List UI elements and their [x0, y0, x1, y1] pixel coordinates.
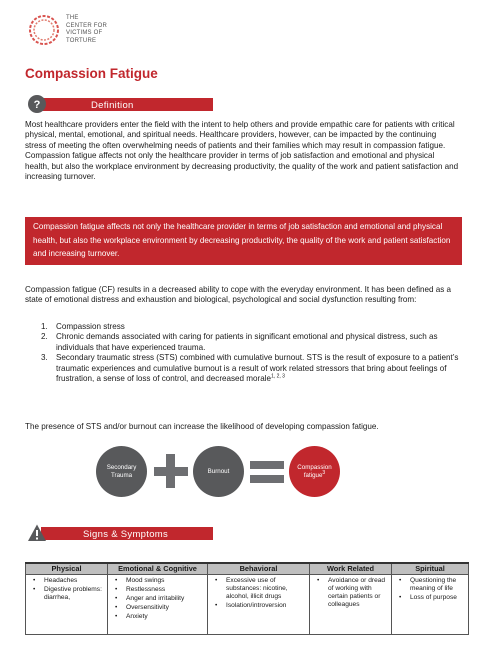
circle-label: Compassion fatigue$^3$ — [297, 464, 332, 479]
table-cell — [392, 574, 469, 634]
list-number: 3. — [41, 353, 48, 363]
logo-line: CENTER FOR — [66, 22, 107, 29]
page-title: Compassion Fatigue — [25, 66, 158, 81]
list-item — [41, 353, 461, 384]
table-header-row — [26, 563, 469, 574]
secondary-trauma-circle — [96, 446, 147, 497]
warning-icon — [27, 523, 47, 543]
table-row — [26, 574, 469, 634]
question-icon — [27, 94, 47, 114]
column-header-emotional: Emotional & Cognitive — [108, 563, 208, 574]
cf-causes-list — [41, 322, 461, 384]
cvt-logo — [26, 12, 146, 52]
symptom-item: • Anxiety — [111, 613, 204, 621]
symptom-item: • Oversensitivity — [111, 604, 204, 612]
logo-line: THE — [66, 15, 79, 21]
section-label: Definition — [91, 99, 134, 111]
cf-definition-paragraph: Compassion fatigue (CF) results in a decreased ability to cope with the everyday environment. It has been defined as a state of emotional distress and exhaustion and biological, psychological and social dysfunction resulting from: — [25, 285, 452, 305]
list-number: 2. — [41, 332, 48, 342]
symptom-item: • Avoidance or dread of working with certain patients or colleagues — [313, 577, 388, 610]
list-item — [41, 322, 461, 332]
symptom-item: • Restlessness — [111, 586, 204, 594]
list-text: Chronic demands associated with caring for patients in significant emotional and physical distress, such as individuals that have experienced trauma. — [56, 332, 438, 352]
symptom-item: • Headaches — [29, 577, 104, 585]
column-header-spiritual: Spiritual — [392, 563, 469, 574]
symptom-item: • Digestive problems: diarrhea, — [29, 586, 104, 602]
definition-section-header — [27, 96, 213, 112]
plus-icon — [154, 454, 188, 488]
table-cell — [310, 574, 392, 634]
logo-line: TORTURE — [66, 37, 97, 44]
equals-icon — [250, 458, 284, 486]
list-number: 1. — [41, 322, 48, 331]
column-header-physical: Physical — [26, 563, 108, 574]
table-cell — [26, 574, 108, 634]
symptoms-table — [25, 562, 469, 635]
symptom-item: • Mood swings — [111, 577, 204, 585]
cf-equation-graphic — [96, 446, 356, 498]
section-label: Signs & Symptoms — [83, 528, 169, 540]
table-cell — [108, 574, 208, 634]
burnout-circle — [193, 446, 244, 497]
column-header-work-related: Work Related — [310, 563, 392, 574]
circle-label: Secondary Trauma — [106, 464, 137, 479]
citation-superscript: 1, 2, 3 — [271, 373, 285, 380]
logo-line: VICTIMS OF — [66, 30, 103, 37]
signs-section-header — [27, 525, 213, 541]
symptom-item: • Excessive use of substances: nicotine, alcohol, illicit drugs — [211, 577, 306, 602]
list-text: Secondary traumatic stress (STS) combined with cumulative burnout. STS is the result of exposure to a patient’s traumatic experiences and cumulative burnout is a result of work related stressors that bring about feelings of frustration, a sense of loss of control, and decreased morale — [56, 353, 459, 384]
circle-label: Burnout — [207, 467, 230, 475]
symptom-item: • Anger and irritability — [111, 595, 204, 603]
list-item — [41, 332, 461, 353]
logo-ring-icon — [26, 12, 62, 48]
column-header-behavioral: Behavioral — [208, 563, 310, 574]
table-cell — [208, 574, 310, 634]
svg-text:?: ? — [33, 99, 41, 111]
intro-paragraph: Most healthcare providers enter the field with the intent to help others and provide empathic care for patients with critical physical, mental, emotional, and spiritual needs. Healthcare providers, however, can be impacted by the continuing stress of meeting the often overwhelming needs of patients and their families which may result in compassion fatigue. Compassion fatigue affects not only the healthcare provider in terms of job satisfaction and emotional and physical health, but also the workplace environment by decreasing productivity, the quality of the work and patient satisfaction and increasing turnover. — [25, 120, 459, 182]
symptom-item: • Questioning the meaning of life — [395, 577, 465, 593]
symptom-item: • Loss of purpose — [395, 594, 465, 602]
list-text: Compassion stress — [56, 322, 125, 331]
sts-paragraph: The presence of STS and/or burnout can increase the likelihood of developing compassion fatigue. — [25, 422, 379, 431]
compassion-fatigue-circle — [289, 446, 340, 497]
symptom-item: • Isolation/introversion — [211, 602, 306, 610]
callout-box: Compassion fatigue affects not only the healthcare provider in terms of job satisfaction and emotional and physical health, but also the workplace environment by decreasing productivity, the quality of the work and patient satisfaction and increasing turnover. — [25, 217, 462, 265]
logo-wordmark — [66, 15, 107, 45]
